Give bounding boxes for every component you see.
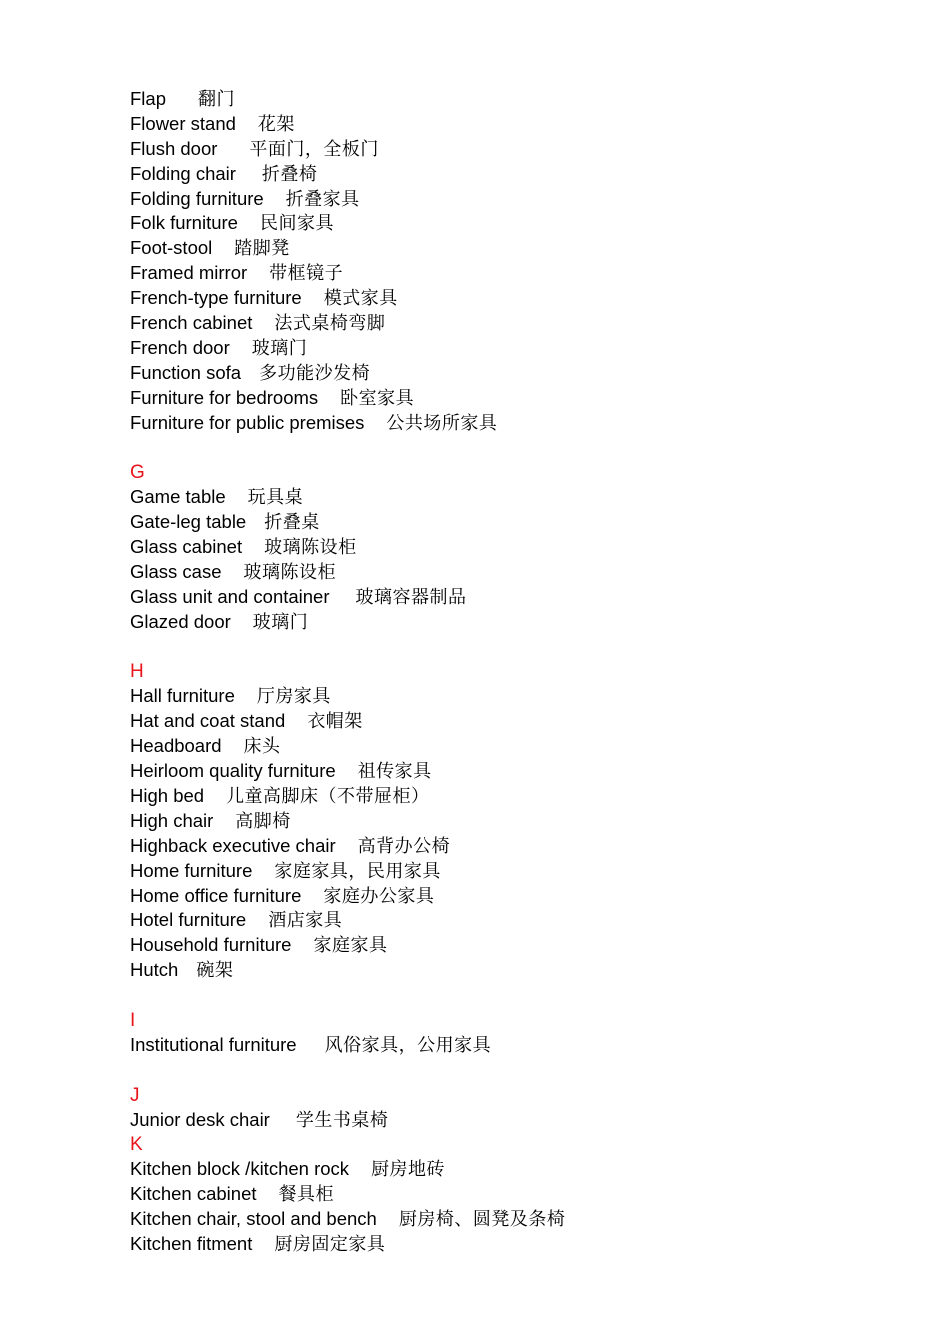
section-heading: [130, 1132, 890, 1157]
glossary-entry: [130, 1108, 890, 1133]
entry-translation: 公共场所家具: [386, 412, 498, 434]
entry-translation: 玩具桌: [247, 487, 304, 509]
entry-term: Kitchen block /kitchen rock: [130, 1158, 350, 1180]
entry-term: Glazed door: [130, 610, 231, 632]
entry-term: Glass unit and container: [130, 585, 330, 607]
glossary-entry: [130, 709, 890, 734]
glossary-entry: [130, 411, 890, 436]
glossary-entry: [130, 236, 890, 261]
entry-term: Kitchen cabinet: [130, 1183, 257, 1205]
glossary-entry: [130, 286, 890, 311]
section-letter: K: [130, 1134, 143, 1156]
entry-translation: 玻璃门: [251, 337, 308, 359]
entry-term: Hotel furniture: [130, 909, 247, 931]
entry-term: Gate-leg table: [130, 511, 247, 533]
glossary-entry: [130, 1232, 890, 1257]
blank-line: [130, 435, 890, 460]
entry-term: Furniture for public premises: [130, 411, 365, 433]
entry-term: Flap: [130, 88, 166, 109]
glossary-entry: [130, 162, 890, 187]
entry-translation: 酒店家具: [268, 910, 343, 932]
glossary-entry: [130, 1033, 890, 1058]
glossary-entry: [130, 1182, 890, 1207]
entry-translation: 家庭办公家具: [323, 885, 435, 907]
section-heading: [130, 1008, 890, 1033]
entry-translation: 卧室家具: [340, 387, 415, 409]
entry-term: Game table: [130, 486, 226, 508]
entry-term: Furniture for bedrooms: [130, 386, 319, 408]
glossary-entry: [130, 884, 890, 909]
entry-term: Home office furniture: [130, 884, 302, 906]
glossary-entry: [130, 908, 890, 933]
glossary-entry: [130, 859, 890, 884]
entry-term: French door: [130, 336, 230, 358]
entry-translation: 儿童高脚床（不带屉柜）: [226, 785, 430, 807]
entry-term: Kitchen chair, stool and bench: [130, 1208, 377, 1230]
section-letter: G: [130, 462, 145, 484]
entry-term: Flower stand: [130, 112, 236, 134]
entry-translation: 风俗家具，公用家具: [324, 1034, 492, 1056]
entry-translation: 家庭家具: [313, 935, 388, 957]
blank-line: [130, 1058, 890, 1083]
entry-translation: 厨房固定家具: [274, 1233, 386, 1255]
entry-translation: 花架: [257, 113, 295, 135]
entry-term: Folding chair: [130, 162, 236, 184]
glossary-entry: [130, 187, 890, 212]
entry-translation: 折叠椅: [261, 163, 318, 185]
entry-term: Hat and coat stand: [130, 710, 286, 732]
glossary-entry: [130, 361, 890, 386]
blank-line: [130, 635, 890, 660]
entry-translation: 玻璃陈设柜: [243, 561, 337, 583]
entry-translation: 平面门，全板门: [249, 138, 379, 160]
entry-translation: 家庭家具，民用家具: [274, 860, 441, 882]
entry-term: Folding furniture: [130, 187, 264, 209]
entry-translation: 带框镜子: [269, 263, 344, 285]
entry-term: Heirloom quality furniture: [130, 760, 336, 782]
entry-term: Home furniture: [130, 859, 253, 881]
entry-translation: 学生书桌椅: [295, 1109, 389, 1131]
entry-translation: 祖传家具: [357, 761, 432, 783]
entry-translation: 法式桌椅弯脚: [274, 313, 386, 335]
entry-translation: 玻璃门: [252, 611, 309, 633]
entry-term: Kitchen fitment: [130, 1232, 253, 1254]
glossary-entry: [130, 87, 890, 112]
entry-term: Hutch: [130, 959, 179, 981]
entry-translation: 衣帽架: [307, 711, 363, 733]
glossary-entry: [130, 1157, 890, 1182]
entry-translation: 折叠家具: [285, 188, 360, 210]
glossary-entry: [130, 585, 890, 610]
entry-term: High bed: [130, 784, 205, 806]
section-letter: I: [130, 1009, 136, 1031]
glossary-entry: [130, 560, 890, 585]
section-heading: [130, 1083, 890, 1108]
entry-translation: 玻璃陈设柜: [264, 537, 357, 559]
glossary-entry: [130, 510, 890, 535]
glossary-entry: [130, 336, 890, 361]
entry-translation: 高背办公椅: [357, 835, 451, 857]
glossary-entry: [130, 784, 890, 809]
furniture-glossary: [130, 87, 890, 1257]
entry-translation: 高脚椅: [235, 810, 291, 832]
glossary-entry: [130, 759, 890, 784]
entry-translation: 民间家具: [259, 213, 334, 235]
entry-translation: 模式家具: [323, 288, 398, 310]
glossary-entry: [130, 933, 890, 958]
entry-term: French cabinet: [130, 312, 253, 334]
glossary-entry: [130, 958, 890, 983]
glossary-entry: [130, 311, 890, 336]
entry-term: Framed mirror: [130, 262, 248, 284]
blank-line: [130, 983, 890, 1008]
glossary-entry: [130, 734, 890, 759]
entry-translation: 玻璃容器制品: [355, 586, 467, 608]
entry-term: Institutional furniture: [130, 1033, 297, 1055]
entry-term: Glass cabinet: [130, 536, 243, 558]
entry-term: Highback executive chair: [130, 834, 336, 856]
glossary-entry: [130, 386, 890, 411]
glossary-entry: [130, 684, 890, 709]
glossary-entry: [130, 137, 890, 162]
entry-translation: 厨房地砖: [371, 1159, 446, 1181]
entry-translation: 多功能沙发椅: [259, 362, 371, 384]
glossary-entry: [130, 610, 890, 635]
section-heading: [130, 659, 890, 684]
entry-translation: 厨房椅、圆凳及条椅: [398, 1209, 566, 1231]
entry-translation: 床头: [243, 736, 281, 758]
glossary-entry: [130, 112, 890, 137]
section-letter: H: [130, 661, 144, 683]
glossary-entry: [130, 261, 890, 286]
entry-term: Hall furniture: [130, 685, 235, 707]
entry-term: Function sofa: [130, 361, 242, 383]
entry-term: French-type furniture: [130, 287, 302, 309]
section-letter: J: [130, 1084, 140, 1106]
entry-translation: 餐具柜: [278, 1184, 335, 1206]
glossary-entry: [130, 211, 890, 236]
entry-translation: 碗架: [196, 960, 234, 982]
glossary-entry: [130, 485, 890, 510]
entry-term: High chair: [130, 809, 214, 831]
entry-translation: 折叠桌: [264, 512, 320, 534]
entry-term: Junior desk chair: [130, 1108, 270, 1130]
entry-translation: 踏脚凳: [234, 238, 290, 260]
entry-translation: 厅房家具: [256, 686, 331, 708]
entry-term: Household furniture: [130, 934, 292, 956]
glossary-entry: [130, 834, 890, 859]
entry-term: Headboard: [130, 735, 222, 757]
glossary-entry: [130, 1207, 890, 1232]
section-heading: [130, 460, 890, 485]
entry-term: Folk furniture: [130, 212, 238, 234]
glossary-entry: [130, 809, 890, 834]
entry-term: Glass case: [130, 560, 222, 582]
entry-translation: 翻门: [198, 89, 235, 110]
entry-term: Foot-stool: [130, 237, 213, 259]
glossary-entry: [130, 535, 890, 560]
entry-term: Flush door: [130, 137, 218, 159]
